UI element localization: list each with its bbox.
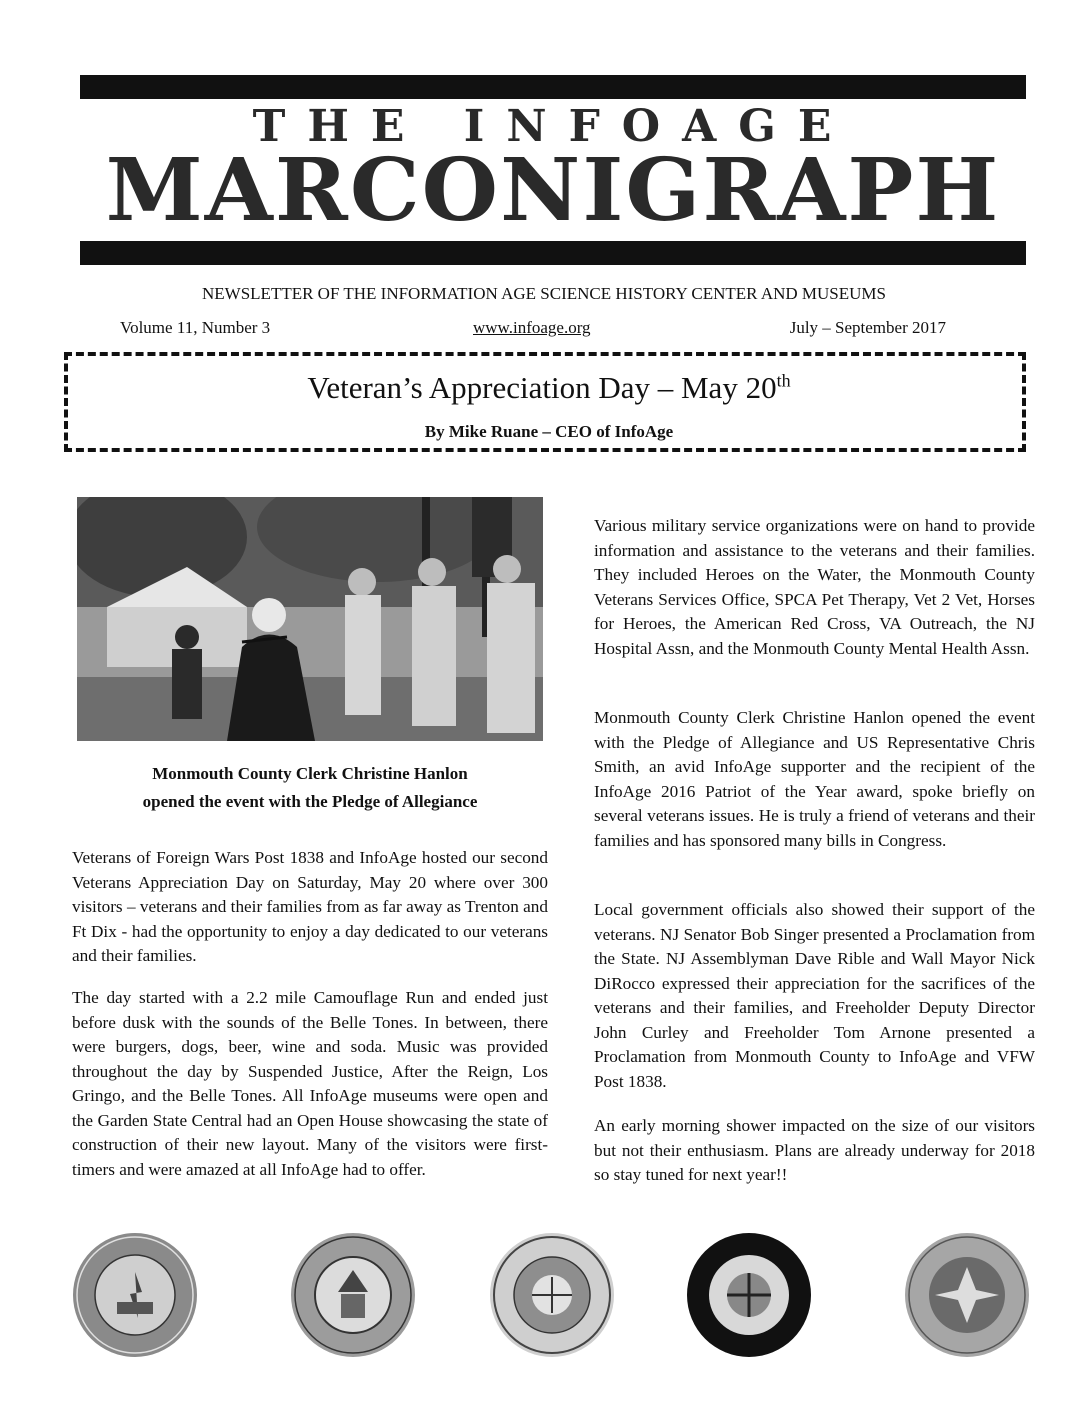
air-force-seal-icon	[489, 1232, 615, 1358]
article-headline	[68, 370, 1030, 406]
masthead-logo	[80, 75, 1026, 265]
army-seal-icon	[72, 1232, 198, 1358]
headline-box	[64, 352, 1026, 452]
event-photo	[77, 497, 543, 741]
masthead-bar-bottom	[80, 241, 1026, 265]
headline-superscript: th	[776, 370, 791, 391]
photo-caption-line1: Monmouth County Clerk Christine Hanlon	[152, 764, 468, 783]
marine-corps-seal-icon	[686, 1232, 812, 1358]
article-paragraph: Monmouth County Clerk Christine Hanlon opened the event with the Pledge of Allegiance and US Representative Chris Smith, an avid InfoAge supporter and the recipient of the InfoAge 2016 Patriot of the Year award, spoke briefly on several veterans issues. He is truly a friend of veterans and their families and has sponsored many bills in Congress.	[594, 708, 1035, 850]
volume-number: Volume 11, Number 3	[120, 318, 271, 337]
article-byline: By Mike Ruane – CEO of InfoAge	[424, 422, 674, 441]
website-link[interactable]: www.infoage.org	[473, 318, 591, 337]
coast-guard-seal-icon	[904, 1232, 1030, 1358]
masthead-title: MARCONIGRAPH	[105, 140, 1001, 241]
article-paragraph: Various military service organizations were on hand to provide information and assistance to the veterans and their families. They included Heroes on the Water, the Monmouth County Veterans Services Office, SPCA Pet Therapy, Vet 2 Vet, Horses for Heroes, the American Red Cross, VA Outreach, the NJ Hospital Assn, and the Monmouth County Mental Health Assn.	[594, 516, 1035, 658]
navy-seal-icon	[290, 1232, 416, 1358]
article-paragraph: The day started with a 2.2 mile Camouflage Run and ended just before dusk with the sounds of the Belle Tones. In between, there were burgers, dogs, beer, wine and soda. Music was provided throughout the day by Suspended Justice, After the Reign, Los Gringo, and the Belle Tones. All InfoAge museums were open and the Garden State Central had an Open House showcasing the state of construction of their new layout. Many of the visitors were first-timers and were amazed at all InfoAge had to offer.	[72, 988, 548, 1179]
article-paragraph: An early morning shower impacted on the size of our visitors but not their enthusiasm. Plans are already underway for 2018 so stay tuned for next year!!	[594, 1116, 1035, 1184]
article-paragraph: Veterans of Foreign Wars Post 1838 and InfoAge hosted our second Veterans Appreciation Day on Saturday, May 20 where over 300 visitors – veterans and their families from as far away as Trenton and Ft Dix - had the opportunity to enjoy a day dedicated to our veterans and their families.	[72, 848, 548, 965]
photo-caption-line2: opened the event with the Pledge of Allegiance	[142, 792, 478, 811]
masthead-bar-top	[80, 75, 1026, 99]
masthead-line1: THE INFOAGE	[252, 101, 854, 152]
newsletter-tagline: NEWSLETTER OF THE INFORMATION AGE SCIENCE HISTORY CENTER AND MUSEUMS	[202, 284, 886, 303]
headline-text: Veteran’s Appreciation Day – May 20	[307, 370, 777, 405]
article-paragraph: Local government officials also showed their support of the veterans. NJ Senator Bob Singer presented a Proclamation from the State. NJ Assemblyman Dave Rible and Wall Mayor Nick DiRocco expressed their appreciation for the sacrifices of the veterans and their families, and Freeholder Deputy Director John Curley and Freeholder Tom Arnone presented a Proclamation from Monmouth County to InfoAge and VFW Post 1838.	[594, 900, 1035, 1091]
issue-date: July – September 2017	[789, 318, 946, 337]
